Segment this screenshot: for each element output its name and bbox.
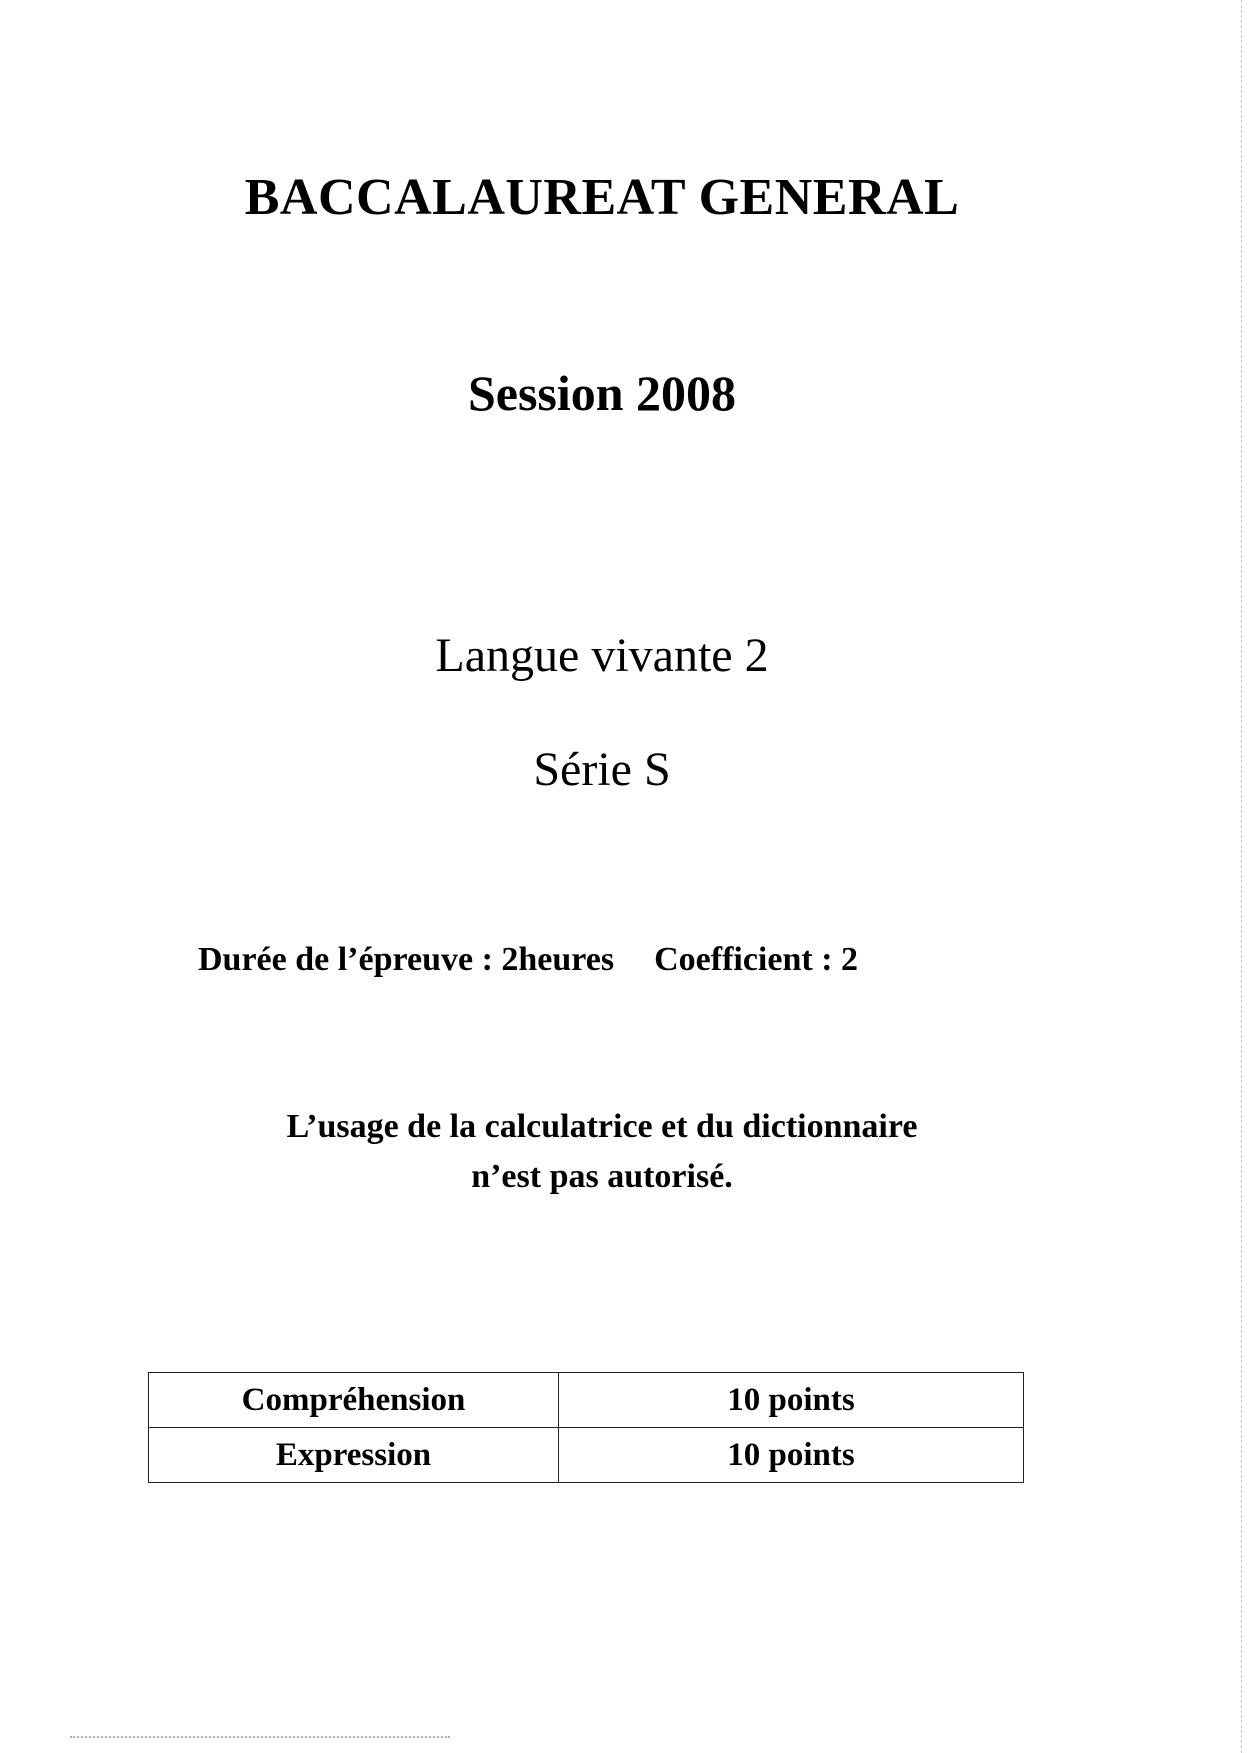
points-cell: 10 points bbox=[559, 1373, 1024, 1428]
marks-table bbox=[148, 1372, 1024, 1483]
series-name: Série S bbox=[533, 743, 671, 796]
table-row bbox=[149, 1373, 1024, 1428]
points-cell: 10 points bbox=[559, 1428, 1024, 1483]
section-cell: Compréhension bbox=[149, 1373, 559, 1428]
section-cell: Expression bbox=[149, 1428, 559, 1483]
scan-edge-line bbox=[1240, 0, 1242, 1753]
coefficient-text: Coefficient : 2 bbox=[654, 941, 859, 978]
exam-title: BACCALAUREAT GENERAL bbox=[244, 169, 960, 226]
subject-name: Langue vivante 2 bbox=[435, 629, 769, 682]
table-row bbox=[149, 1428, 1024, 1483]
notice-line-1: L’usage de la calculatrice et du dictionnaire bbox=[286, 1108, 918, 1145]
exam-duration-line bbox=[198, 941, 858, 979]
scan-dotted-artifact bbox=[70, 1736, 450, 1739]
calculator-notice bbox=[0, 1102, 1204, 1202]
session-year: Session 2008 bbox=[467, 365, 737, 421]
duration-text: Durée de l’épreuve : 2heures bbox=[198, 941, 615, 978]
notice-line-2: n’est pas autorisé. bbox=[471, 1158, 733, 1195]
